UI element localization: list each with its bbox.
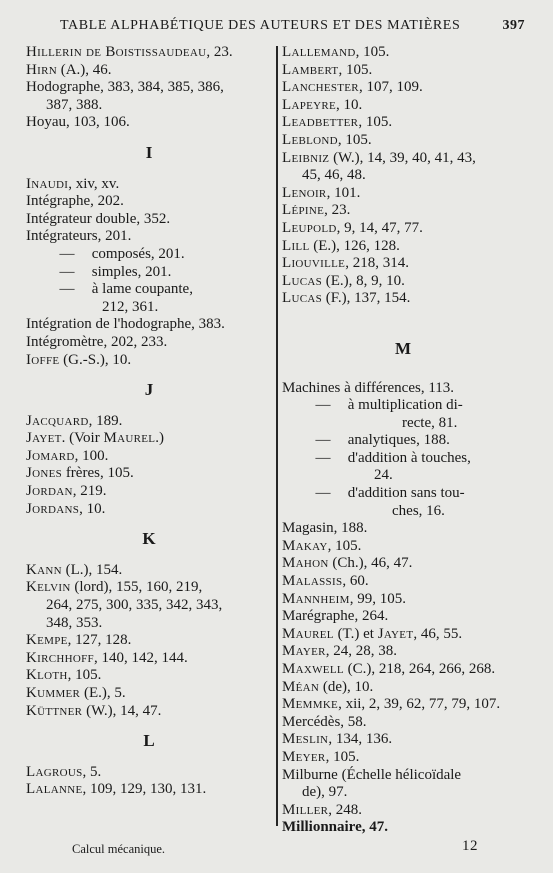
index-entry: Liouville, 218, 314. [282, 255, 409, 272]
running-header [60, 18, 525, 34]
index-entry: Maxwell (C.), 218, 264, 266, 268. [282, 661, 496, 677]
index-entry-continuation: 264, 275, 300, 335, 342, 343, [46, 597, 223, 614]
index-entry: Jacquard, 189. [26, 412, 123, 429]
index-entry: Jordan, 219. [26, 483, 107, 500]
index-entry: Leupold, 9, 14, 47, 77. [282, 219, 423, 236]
index-subentry: — d'addition à touches, [315, 449, 471, 466]
index-entry: Lépine, 23. [282, 202, 351, 219]
index-entry: Leibniz (W.), 14, 39, 40, 41, 43, [282, 149, 476, 166]
index-entry: Lalanne, 109, 129, 130, 131. [26, 781, 207, 798]
index-entry: Hodographe, 383, 384, 385, 386, [26, 79, 224, 96]
index-entry: Lenoir, 101. [282, 184, 361, 201]
index-entry: Lucas (E.), 8, 9, 10. [282, 272, 405, 289]
footer-book-title: Calcul mécanique. [72, 842, 166, 856]
index-entry: Lucas (F.), 137, 154. [282, 290, 411, 307]
index-entry: Magasin, 188. [282, 520, 368, 537]
index-entry: Mayer, 24, 28, 38. [282, 643, 398, 660]
index-entry: Malassis, 60. [282, 573, 369, 590]
index-entry: Kelvin (lord), 155, 160, 219, [26, 579, 203, 596]
footer-signature: 12 [462, 838, 478, 854]
index-entry: Hillerin de Boistissaudeau, 23. [26, 44, 233, 60]
index-entry: Lapeyre, 10. [282, 96, 363, 113]
index-subentry: — d'addition sans tou- [315, 485, 465, 502]
index-entry: Leadbetter, 105. [282, 114, 393, 131]
index-entry: Kempe, 127, 128. [26, 632, 132, 649]
index-entry: Ioffe (G.-S.), 10. [26, 351, 132, 368]
section-letter-k: K [142, 529, 156, 549]
index-entry: Lagrous, 5. [26, 763, 102, 780]
index-entry-continuation: 45, 46, 48. [302, 167, 366, 184]
index-entry-continuation: 24. [374, 467, 393, 484]
index-entry: Kloth, 105. [26, 667, 102, 684]
index-entry: Intégration de l'hodographe, 383. [26, 316, 225, 333]
index-entry: Jones frères, 105. [26, 465, 134, 482]
index-entry: Intégromètre, 202, 233. [26, 333, 168, 350]
index-entry: Küttner (W.), 14, 47. [26, 702, 162, 719]
index-entry: Kummer (E.), 5. [26, 685, 126, 701]
index-subentry: — à lame coupante, [59, 281, 193, 298]
index-entry-continuation: 387, 388. [46, 96, 103, 113]
index-entry: Intégrateur double, 352. [26, 210, 171, 227]
index-entry: Makay, 105. [282, 537, 362, 554]
index-entry: Lanchester, 107, 109. [282, 79, 423, 96]
index-subentry: — simples, 201. [59, 263, 172, 280]
index-entry: Marégraphe, 264. [282, 608, 389, 625]
index-entry: Hirn (A.), 46. [26, 61, 112, 78]
index-entry: Mahon (Ch.), 46, 47. [282, 555, 413, 572]
index-entry: Kirchhoff, 140, 142, 144. [26, 649, 188, 666]
index-entry: Kann (L.), 154. [26, 561, 123, 578]
index-entry-continuation: 348, 353. [46, 614, 103, 631]
index-entry: Inaudi, xiv, xv. [26, 175, 120, 192]
index-entry: Intégraphe, 202. [26, 193, 124, 210]
column-divider [276, 46, 278, 826]
index-entry: Machines à différences, 113. [282, 379, 455, 396]
right-column [282, 44, 524, 837]
index-entry: Jordans, 10. [26, 500, 106, 517]
index-subentry: — composés, 201. [59, 245, 185, 262]
index-entry: Meslin, 134, 136. [282, 731, 393, 748]
index-entry: Memmke, xii, 2, 39, 62, 77, 79, 107. [282, 696, 501, 713]
index-entry: Milburne (Échelle hélicoïdale [282, 766, 462, 783]
left-column [26, 44, 272, 799]
index-subentry: — à multiplication di- [315, 397, 463, 414]
header-title: TABLE ALPHABÉTIQUE DES AUTEURS ET DES MATIÈRES [60, 18, 461, 33]
index-entry-continuation: ches, 16. [392, 502, 445, 519]
page-number: 397 [502, 18, 525, 33]
index-entry: Leblond, 105. [282, 131, 372, 148]
index-entry: Mannheim, 99, 105. [282, 590, 406, 607]
index-entry: Lallemand, 105. [282, 44, 390, 60]
section-letter-j: J [144, 380, 154, 400]
index-entry: Mercédès, 58. [282, 713, 367, 730]
index-entry: Maurel (T.) et Jayet, 46, 55. [282, 625, 463, 642]
index-entry: Miller, 248. [282, 801, 363, 818]
index-entry-continuation: 212, 361. [102, 298, 159, 315]
index-entry: Lill (E.), 126, 128. [282, 237, 400, 254]
section-letter-m: M [394, 338, 412, 358]
section-letter-l: L [143, 731, 155, 751]
index-subentry: — analytiques, 188. [315, 432, 450, 449]
index-entry: Jomard, 100. [26, 447, 109, 464]
index-entry: Lambert, 105. [282, 61, 373, 78]
index-entry: Hoyau, 103, 106. [26, 114, 130, 131]
index-entry-continuation: de), 97. [302, 784, 348, 801]
index-entry: Meyer, 105. [282, 748, 360, 765]
index-entry: Méan (de), 10. [282, 678, 374, 695]
section-letter-i: I [145, 142, 153, 162]
index-entry: Intégrateurs, 201. [26, 228, 132, 245]
index-entry: Millionnaire, 47. [282, 819, 388, 836]
index-entry-continuation: recte, 81. [402, 414, 458, 431]
index-entry: Jayet. (Voir Maurel.) [26, 430, 165, 447]
